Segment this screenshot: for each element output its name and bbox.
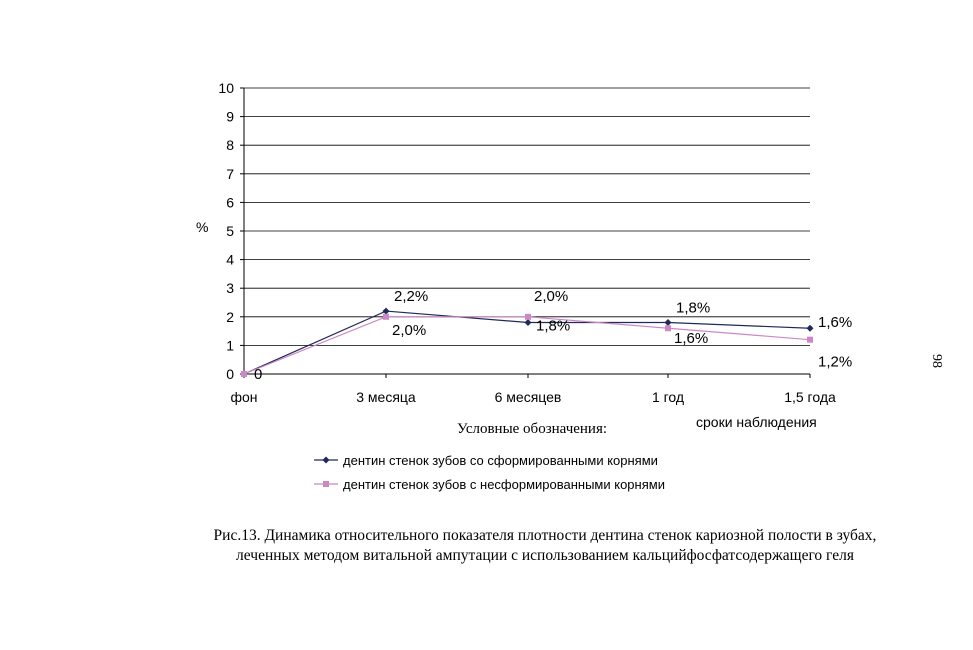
x-tick-label: 6 месяцев [494, 389, 562, 405]
x-tick-label: 3 месяца [356, 389, 416, 405]
data-label: 1,8% [536, 317, 571, 335]
data-label: 2,2% [394, 288, 429, 306]
y-tick-label: 1 [226, 337, 234, 354]
page-number: 98 [929, 354, 944, 368]
data-point [383, 308, 390, 315]
data-point [525, 319, 532, 326]
data-label: 2,0% [534, 287, 569, 305]
series-markers [241, 308, 814, 378]
x-axis-ticks [230, 374, 836, 405]
y-axis-title: % [196, 219, 209, 235]
legend-marker [323, 481, 329, 487]
data-point [525, 314, 531, 320]
data-label: 1,8% [676, 299, 711, 317]
legend-marker [323, 457, 330, 464]
data-label: 0 [254, 366, 263, 383]
x-tick-label: 1,5 года [784, 389, 836, 405]
x-tick-label: фон [230, 389, 258, 405]
legend-title: Условные обозначения: [457, 421, 608, 437]
data-label: 2,0% [392, 321, 427, 339]
data-point [807, 337, 813, 343]
y-tick-label: 6 [226, 194, 234, 211]
legend-label: дентин стенок зубов с несформированными корнями [343, 477, 665, 492]
data-point [665, 319, 672, 326]
y-axis-ticks [218, 80, 244, 382]
y-tick-label: 7 [226, 165, 234, 182]
x-axis-title: сроки наблюдения [696, 414, 817, 430]
y-tick-label: 8 [226, 137, 234, 154]
y-tick-label: 2 [226, 308, 234, 325]
y-tick-label: 4 [226, 251, 234, 268]
legend-label: дентин стенок зубов со сформированными корнями [343, 453, 658, 468]
data-point [241, 371, 247, 377]
caption-line-1: Рис.13. Динамика относительного показателя плотности дентина стенок кариозной полости в зубах, [213, 527, 877, 544]
data-label: 1,6% [674, 330, 709, 348]
data-label: 1,6% [818, 314, 853, 332]
y-tick-label: 10 [218, 80, 234, 96]
legend [314, 453, 665, 492]
y-tick-label: 0 [226, 366, 234, 382]
x-tick-label: 1 год [651, 389, 685, 405]
y-tick-label: 9 [226, 108, 234, 125]
figure-caption [120, 526, 970, 566]
y-tick-label: 3 [226, 280, 234, 297]
data-point [665, 325, 671, 331]
caption-line-2: леченных методом витальной ампутации с использованием кальцийфосфатсодержащего геля [236, 547, 854, 564]
data-point [807, 325, 814, 332]
data-point [383, 314, 389, 320]
y-tick-label: 5 [226, 223, 234, 239]
data-label: 1,2% [818, 353, 853, 371]
gridlines [244, 88, 810, 348]
